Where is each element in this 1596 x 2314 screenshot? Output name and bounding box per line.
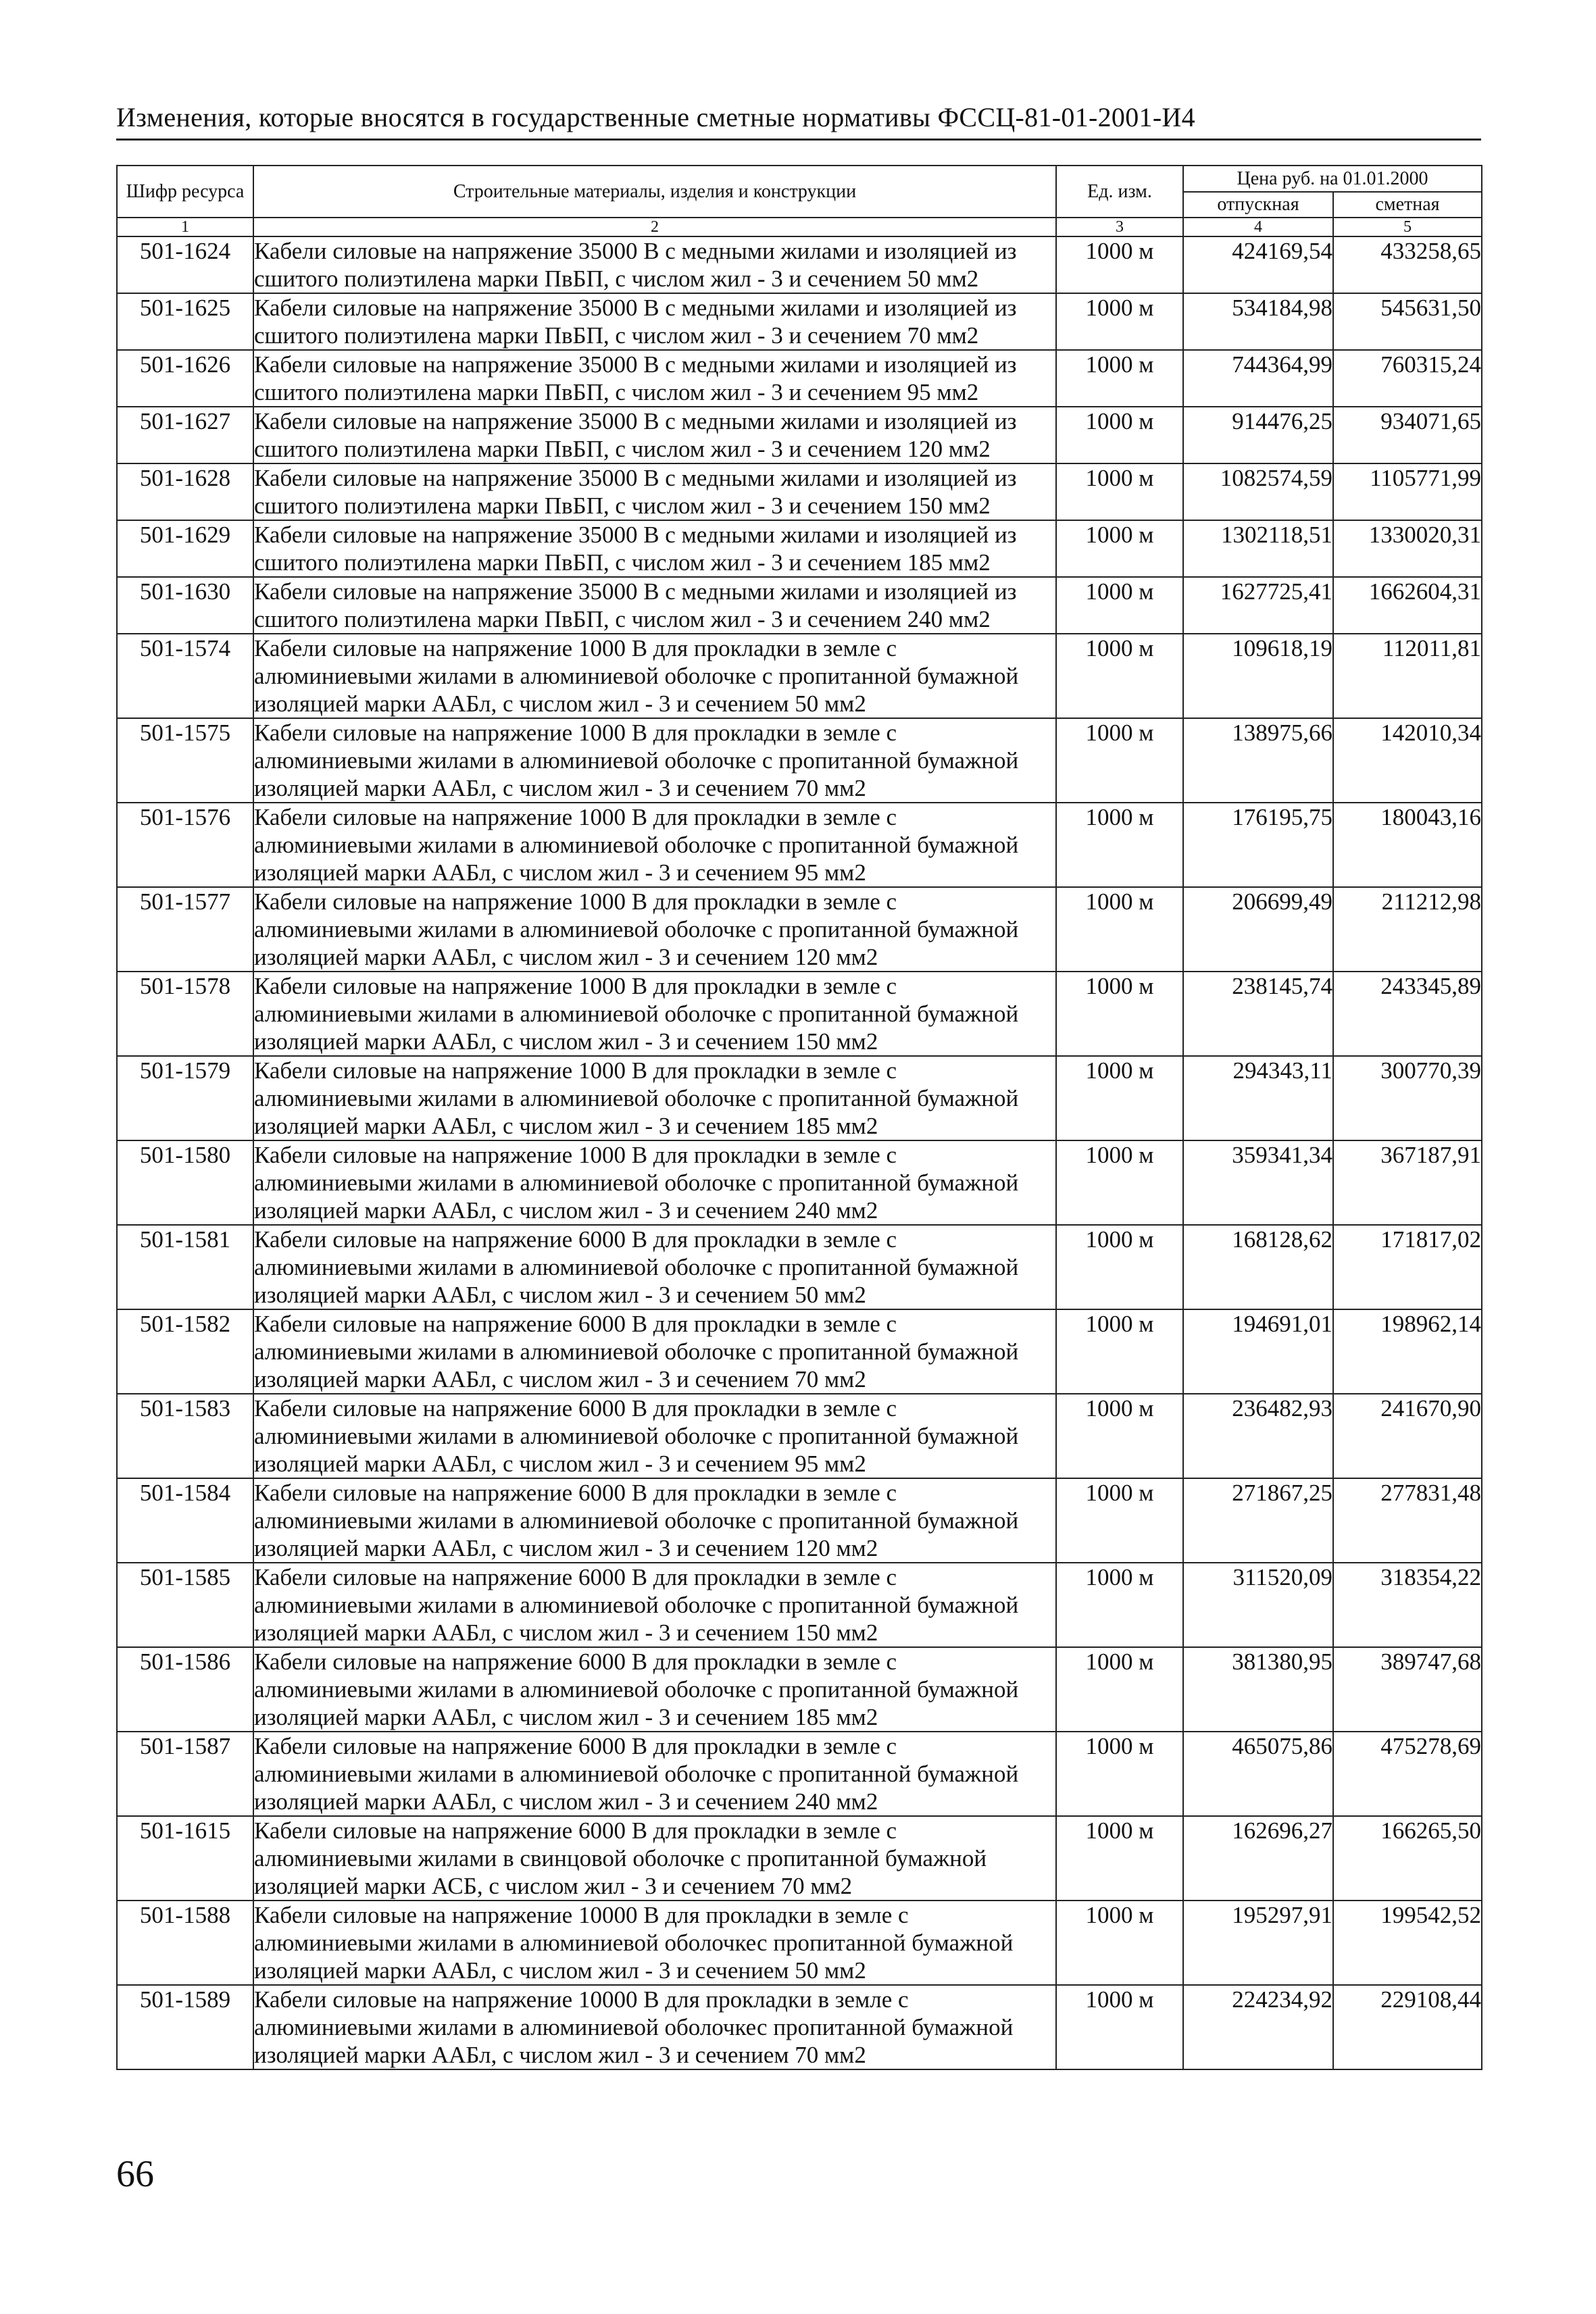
resource-description bbox=[253, 293, 1056, 350]
unit-of-measure: 1000 м bbox=[1056, 293, 1183, 350]
description-line: изоляцией марки ААБл, с числом жил - 3 и сечением 95 мм2 bbox=[254, 859, 866, 886]
description-line: изоляцией марки ААБл, с числом жил - 3 и сечением 240 мм2 bbox=[254, 1788, 878, 1815]
description-line: алюминиевыми жилами в алюминиевой оболочке с пропитанной бумажной bbox=[254, 1423, 1019, 1449]
page-number: 66 bbox=[116, 2153, 154, 2195]
table-row bbox=[117, 887, 1482, 972]
unit-of-measure: 1000 м bbox=[1056, 1816, 1183, 1901]
price-estimate: 211212,98 bbox=[1333, 887, 1482, 972]
price-release: 224234,92 bbox=[1183, 1985, 1333, 2069]
description-line: алюминиевыми жилами в алюминиевой оболочке с пропитанной бумажной bbox=[254, 1676, 1019, 1703]
resource-description bbox=[253, 1901, 1056, 1985]
resource-description bbox=[253, 887, 1056, 972]
resource-description bbox=[253, 1478, 1056, 1563]
table-row bbox=[117, 1478, 1482, 1563]
resource-description bbox=[253, 1647, 1056, 1732]
price-estimate: 166265,50 bbox=[1333, 1816, 1482, 1901]
description-line: Кабели силовые на напряжение 6000 В для прокладки в земле с bbox=[254, 1817, 897, 1844]
description-line: изоляцией марки ААБл, с числом жил - 3 и сечением 120 мм2 bbox=[254, 944, 878, 970]
description-line: Кабели силовые на напряжение 1000 В для прокладки в земле с bbox=[254, 973, 897, 999]
description-line: Кабели силовые на напряжение 10000 В для прокладки в земле с bbox=[254, 1902, 909, 1928]
table-row bbox=[117, 350, 1482, 407]
unit-of-measure: 1000 м bbox=[1056, 577, 1183, 634]
unit-of-measure: 1000 м bbox=[1056, 520, 1183, 577]
description-line: Кабели силовые на напряжение 1000 В для прокладки в земле с bbox=[254, 720, 897, 746]
price-release: 271867,25 bbox=[1183, 1478, 1333, 1563]
description-line: сшитого полиэтилена марки ПвБП, с числом жил - 3 и сечением 185 мм2 bbox=[254, 549, 991, 576]
price-estimate: 760315,24 bbox=[1333, 350, 1482, 407]
price-estimate: 1330020,31 bbox=[1333, 520, 1482, 577]
unit-of-measure: 1000 м bbox=[1056, 1140, 1183, 1225]
description-line: Кабели силовые на напряжение 35000 В с медными жилами и изоляцией из bbox=[254, 351, 1017, 378]
description-line: изоляцией марки ААБл, с числом жил - 3 и сечением 50 мм2 bbox=[254, 690, 866, 717]
resource-description bbox=[253, 972, 1056, 1056]
table-row bbox=[117, 1563, 1482, 1647]
price-estimate: 1662604,31 bbox=[1333, 577, 1482, 634]
unit-of-measure: 1000 м bbox=[1056, 407, 1183, 463]
price-estimate: 545631,50 bbox=[1333, 293, 1482, 350]
description-line: алюминиевыми жилами в алюминиевой оболочке с пропитанной бумажной bbox=[254, 747, 1019, 774]
resource-code: 501-1578 bbox=[117, 972, 253, 1056]
description-line: изоляцией марки ААБл, с числом жил - 3 и сечением 150 мм2 bbox=[254, 1028, 878, 1055]
unit-of-measure: 1000 м bbox=[1056, 1901, 1183, 1985]
unit-of-measure: 1000 м bbox=[1056, 1732, 1183, 1816]
resource-description bbox=[253, 1225, 1056, 1309]
description-line: изоляцией марки ААБл, с числом жил - 3 и сечением 70 мм2 bbox=[254, 1366, 866, 1392]
resource-code: 501-1586 bbox=[117, 1647, 253, 1732]
description-line: изоляцией марки ААБл, с числом жил - 3 и сечением 70 мм2 bbox=[254, 2042, 866, 2068]
price-release: 238145,74 bbox=[1183, 972, 1333, 1056]
resource-description bbox=[253, 236, 1056, 293]
table-row bbox=[117, 1309, 1482, 1394]
header-code: Шифр ресурса bbox=[117, 166, 253, 218]
table-row bbox=[117, 1056, 1482, 1140]
resource-code: 501-1577 bbox=[117, 887, 253, 972]
column-number: 1 bbox=[117, 218, 253, 236]
description-line: алюминиевыми жилами в алюминиевой оболочке с пропитанной бумажной bbox=[254, 1001, 1019, 1027]
price-release: 168128,62 bbox=[1183, 1225, 1333, 1309]
header-rule bbox=[116, 139, 1481, 141]
price-release: 109618,19 bbox=[1183, 634, 1333, 718]
resource-code: 501-1627 bbox=[117, 407, 253, 463]
unit-of-measure: 1000 м bbox=[1056, 1394, 1183, 1478]
column-number: 5 bbox=[1333, 218, 1482, 236]
resource-code: 501-1574 bbox=[117, 634, 253, 718]
description-line: алюминиевыми жилами в алюминиевой оболочке с пропитанной бумажной bbox=[254, 916, 1019, 942]
resource-code: 501-1587 bbox=[117, 1732, 253, 1816]
price-estimate: 300770,39 bbox=[1333, 1056, 1482, 1140]
resource-description bbox=[253, 1816, 1056, 1901]
table-row bbox=[117, 634, 1482, 718]
unit-of-measure: 1000 м bbox=[1056, 887, 1183, 972]
description-line: Кабели силовые на напряжение 35000 В с медными жилами и изоляцией из bbox=[254, 408, 1017, 434]
resource-code: 501-1624 bbox=[117, 236, 253, 293]
unit-of-measure: 1000 м bbox=[1056, 1056, 1183, 1140]
price-estimate: 318354,22 bbox=[1333, 1563, 1482, 1647]
resource-code: 501-1629 bbox=[117, 520, 253, 577]
description-line: изоляцией марки ААБл, с числом жил - 3 и сечением 50 мм2 bbox=[254, 1957, 866, 1984]
resource-code: 501-1580 bbox=[117, 1140, 253, 1225]
price-release: 138975,66 bbox=[1183, 718, 1333, 803]
table-row bbox=[117, 577, 1482, 634]
table-row bbox=[117, 1140, 1482, 1225]
page-header-title: Изменения, которые вносятся в государственные сметные нормативы ФССЦ-81-01-2001-И4 bbox=[116, 102, 1195, 132]
price-release: 1302118,51 bbox=[1183, 520, 1333, 577]
description-line: Кабели силовые на напряжение 35000 В с медными жилами и изоляцией из bbox=[254, 522, 1017, 548]
price-release: 195297,91 bbox=[1183, 1901, 1333, 1985]
price-estimate: 199542,52 bbox=[1333, 1901, 1482, 1985]
price-release: 534184,98 bbox=[1183, 293, 1333, 350]
table-body bbox=[117, 236, 1482, 2069]
price-release: 1082574,59 bbox=[1183, 463, 1333, 520]
price-estimate: 229108,44 bbox=[1333, 1985, 1482, 2069]
table-row bbox=[117, 1394, 1482, 1478]
table-row bbox=[117, 803, 1482, 887]
resource-description bbox=[253, 803, 1056, 887]
resource-description bbox=[253, 350, 1056, 407]
resource-code: 501-1575 bbox=[117, 718, 253, 803]
description-line: Кабели силовые на напряжение 6000 В для прокладки в земле с bbox=[254, 1311, 897, 1337]
description-line: алюминиевыми жилами в свинцовой оболочке с пропитанной бумажной bbox=[254, 1845, 987, 1871]
description-line: изоляцией марки ААБл, с числом жил - 3 и сечением 150 мм2 bbox=[254, 1619, 878, 1646]
unit-of-measure: 1000 м bbox=[1056, 236, 1183, 293]
price-release: 381380,95 bbox=[1183, 1647, 1333, 1732]
unit-of-measure: 1000 м bbox=[1056, 1985, 1183, 2069]
description-line: Кабели силовые на напряжение 6000 В для прокладки в земле с bbox=[254, 1649, 897, 1675]
price-release: 236482,93 bbox=[1183, 1394, 1333, 1478]
price-release: 744364,99 bbox=[1183, 350, 1333, 407]
price-estimate: 367187,91 bbox=[1333, 1140, 1482, 1225]
resource-description bbox=[253, 1056, 1056, 1140]
description-line: Кабели силовые на напряжение 35000 В с медными жилами и изоляцией из bbox=[254, 238, 1017, 264]
description-line: Кабели силовые на напряжение 35000 В с медными жилами и изоляцией из bbox=[254, 465, 1017, 491]
column-number: 4 bbox=[1183, 218, 1333, 236]
price-estimate: 171817,02 bbox=[1333, 1225, 1482, 1309]
price-release: 162696,27 bbox=[1183, 1816, 1333, 1901]
resource-description bbox=[253, 463, 1056, 520]
description-line: Кабели силовые на напряжение 6000 В для прокладки в земле с bbox=[254, 1480, 897, 1506]
table-row bbox=[117, 463, 1482, 520]
description-line: алюминиевыми жилами в алюминиевой оболочкес пропитанной бумажной bbox=[254, 1930, 1014, 1956]
price-release: 914476,25 bbox=[1183, 407, 1333, 463]
price-estimate: 1105771,99 bbox=[1333, 463, 1482, 520]
description-line: Кабели силовые на напряжение 6000 В для прокладки в земле с bbox=[254, 1226, 897, 1253]
description-line: Кабели силовые на напряжение 6000 В для прокладки в земле с bbox=[254, 1564, 897, 1590]
table-row bbox=[117, 293, 1482, 350]
description-line: алюминиевыми жилами в алюминиевой оболочке с пропитанной бумажной bbox=[254, 1169, 1019, 1196]
unit-of-measure: 1000 м bbox=[1056, 1309, 1183, 1394]
price-estimate: 142010,34 bbox=[1333, 718, 1482, 803]
price-release: 194691,01 bbox=[1183, 1309, 1333, 1394]
description-line: сшитого полиэтилена марки ПвБП, с числом жил - 3 и сечением 120 мм2 bbox=[254, 436, 991, 462]
description-line: изоляцией марки ААБл, с числом жил - 3 и сечением 50 мм2 bbox=[254, 1282, 866, 1308]
price-estimate: 112011,81 bbox=[1333, 634, 1482, 718]
price-release: 359341,34 bbox=[1183, 1140, 1333, 1225]
resource-code: 501-1576 bbox=[117, 803, 253, 887]
price-estimate: 198962,14 bbox=[1333, 1309, 1482, 1394]
description-line: Кабели силовые на напряжение 6000 В для прокладки в земле с bbox=[254, 1395, 897, 1422]
column-number: 2 bbox=[253, 218, 1056, 236]
resource-code: 501-1583 bbox=[117, 1394, 253, 1478]
price-release: 1627725,41 bbox=[1183, 577, 1333, 634]
description-line: алюминиевыми жилами в алюминиевой оболочке с пропитанной бумажной bbox=[254, 1338, 1019, 1365]
price-release: 294343,11 bbox=[1183, 1056, 1333, 1140]
unit-of-measure: 1000 м bbox=[1056, 463, 1183, 520]
description-line: Кабели силовые на напряжение 35000 В с медными жилами и изоляцией из bbox=[254, 578, 1017, 605]
table-row bbox=[117, 236, 1482, 293]
table-row bbox=[117, 718, 1482, 803]
price-release: 465075,86 bbox=[1183, 1732, 1333, 1816]
resource-code: 501-1628 bbox=[117, 463, 253, 520]
price-estimate: 934071,65 bbox=[1333, 407, 1482, 463]
description-line: сшитого полиэтилена марки ПвБП, с числом жил - 3 и сечением 95 мм2 bbox=[254, 379, 979, 405]
description-line: алюминиевыми жилами в алюминиевой оболочке с пропитанной бумажной bbox=[254, 663, 1019, 689]
description-line: Кабели силовые на напряжение 35000 В с медными жилами и изоляцией из bbox=[254, 295, 1017, 321]
description-line: изоляцией марки ААБл, с числом жил - 3 и сечением 95 мм2 bbox=[254, 1451, 866, 1477]
description-line: изоляцией марки ААБл, с числом жил - 3 и сечением 185 мм2 bbox=[254, 1704, 878, 1730]
unit-of-measure: 1000 м bbox=[1056, 1478, 1183, 1563]
description-line: алюминиевыми жилами в алюминиевой оболочкес пропитанной бумажной bbox=[254, 2014, 1014, 2040]
unit-of-measure: 1000 м bbox=[1056, 972, 1183, 1056]
description-line: сшитого полиэтилена марки ПвБП, с числом жил - 3 и сечением 150 мм2 bbox=[254, 493, 991, 519]
price-estimate: 433258,65 bbox=[1333, 236, 1482, 293]
resource-code: 501-1584 bbox=[117, 1478, 253, 1563]
resource-description bbox=[253, 1309, 1056, 1394]
unit-of-measure: 1000 м bbox=[1056, 1647, 1183, 1732]
description-line: изоляцией марки ААБл, с числом жил - 3 и сечением 120 мм2 bbox=[254, 1535, 878, 1561]
resource-code: 501-1630 bbox=[117, 577, 253, 634]
table-row bbox=[117, 520, 1482, 577]
resource-description bbox=[253, 1732, 1056, 1816]
column-number: 3 bbox=[1056, 218, 1183, 236]
resource-code: 501-1585 bbox=[117, 1563, 253, 1647]
price-release: 176195,75 bbox=[1183, 803, 1333, 887]
resource-code: 501-1615 bbox=[117, 1816, 253, 1901]
description-line: изоляцией марки ААБл, с числом жил - 3 и сечением 70 мм2 bbox=[254, 775, 866, 801]
description-line: алюминиевыми жилами в алюминиевой оболочке с пропитанной бумажной bbox=[254, 1592, 1019, 1618]
unit-of-measure: 1000 м bbox=[1056, 1225, 1183, 1309]
description-line: изоляцией марки ААБл, с числом жил - 3 и сечением 240 мм2 bbox=[254, 1197, 878, 1224]
description-line: Кабели силовые на напряжение 1000 В для прокладки в земле с bbox=[254, 1142, 897, 1168]
price-estimate: 475278,69 bbox=[1333, 1732, 1482, 1816]
header-price-estimate: сметная bbox=[1333, 192, 1482, 218]
table-row bbox=[117, 1985, 1482, 2069]
table-row bbox=[117, 972, 1482, 1056]
resource-description bbox=[253, 718, 1056, 803]
description-line: алюминиевыми жилами в алюминиевой оболочке с пропитанной бумажной bbox=[254, 832, 1019, 858]
description-line: сшитого полиэтилена марки ПвБП, с числом жил - 3 и сечением 240 мм2 bbox=[254, 606, 991, 632]
resource-code: 501-1625 bbox=[117, 293, 253, 350]
description-line: алюминиевыми жилами в алюминиевой оболочке с пропитанной бумажной bbox=[254, 1761, 1019, 1787]
resource-description bbox=[253, 407, 1056, 463]
description-line: Кабели силовые на напряжение 1000 В для прокладки в земле с bbox=[254, 804, 897, 830]
header-name: Строительные материалы, изделия и конструкции bbox=[253, 166, 1056, 218]
description-line: сшитого полиэтилена марки ПвБП, с числом жил - 3 и сечением 70 мм2 bbox=[254, 322, 979, 349]
resource-code: 501-1582 bbox=[117, 1309, 253, 1394]
resource-description bbox=[253, 634, 1056, 718]
resource-code: 501-1589 bbox=[117, 1985, 253, 2069]
description-line: изоляцией марки ААБл, с числом жил - 3 и сечением 185 мм2 bbox=[254, 1113, 878, 1139]
resource-code: 501-1581 bbox=[117, 1225, 253, 1309]
description-line: изоляцией марки АСБ, с числом жил - 3 и сечением 70 мм2 bbox=[254, 1873, 853, 1899]
description-line: алюминиевыми жилами в алюминиевой оболочке с пропитанной бумажной bbox=[254, 1254, 1019, 1280]
table-row bbox=[117, 1732, 1482, 1816]
unit-of-measure: 1000 м bbox=[1056, 718, 1183, 803]
price-estimate: 243345,89 bbox=[1333, 972, 1482, 1056]
price-estimate: 180043,16 bbox=[1333, 803, 1482, 887]
resource-description bbox=[253, 577, 1056, 634]
price-release: 424169,54 bbox=[1183, 236, 1333, 293]
unit-of-measure: 1000 м bbox=[1056, 350, 1183, 407]
resource-description bbox=[253, 1985, 1056, 2069]
header-unit: Ед. изм. bbox=[1056, 166, 1183, 218]
description-line: Кабели силовые на напряжение 10000 В для прокладки в земле с bbox=[254, 1986, 909, 2013]
table-row bbox=[117, 1647, 1482, 1732]
header-price-release: отпускная bbox=[1183, 192, 1333, 218]
description-line: Кабели силовые на напряжение 1000 В для прокладки в земле с bbox=[254, 888, 897, 915]
description-line: Кабели силовые на напряжение 1000 В для прокладки в земле с bbox=[254, 635, 897, 661]
description-line: сшитого полиэтилена марки ПвБП, с числом жил - 3 и сечением 50 мм2 bbox=[254, 266, 979, 292]
unit-of-measure: 1000 м bbox=[1056, 1563, 1183, 1647]
description-line: Кабели силовые на напряжение 6000 В для прокладки в земле с bbox=[254, 1733, 897, 1759]
table-row bbox=[117, 1225, 1482, 1309]
description-line: алюминиевыми жилами в алюминиевой оболочке с пропитанной бумажной bbox=[254, 1507, 1019, 1534]
price-estimate: 277831,48 bbox=[1333, 1478, 1482, 1563]
unit-of-measure: 1000 м bbox=[1056, 634, 1183, 718]
resource-code: 501-1626 bbox=[117, 350, 253, 407]
unit-of-measure: 1000 м bbox=[1056, 803, 1183, 887]
resource-code: 501-1588 bbox=[117, 1901, 253, 1985]
price-estimate: 389747,68 bbox=[1333, 1647, 1482, 1732]
price-estimate: 241670,90 bbox=[1333, 1394, 1482, 1478]
resource-description bbox=[253, 1394, 1056, 1478]
table-row bbox=[117, 407, 1482, 463]
resource-description bbox=[253, 1563, 1056, 1647]
price-release: 311520,09 bbox=[1183, 1563, 1333, 1647]
header-price-group: Цена руб. на 01.01.2000 bbox=[1183, 166, 1482, 192]
description-line: алюминиевыми жилами в алюминиевой оболочке с пропитанной бумажной bbox=[254, 1085, 1019, 1111]
resource-code: 501-1579 bbox=[117, 1056, 253, 1140]
table-row bbox=[117, 1816, 1482, 1901]
resource-price-table bbox=[116, 165, 1482, 2070]
description-line: Кабели силовые на напряжение 1000 В для прокладки в земле с bbox=[254, 1057, 897, 1084]
resource-description bbox=[253, 520, 1056, 577]
price-release: 206699,49 bbox=[1183, 887, 1333, 972]
resource-description bbox=[253, 1140, 1056, 1225]
table-row bbox=[117, 1901, 1482, 1985]
